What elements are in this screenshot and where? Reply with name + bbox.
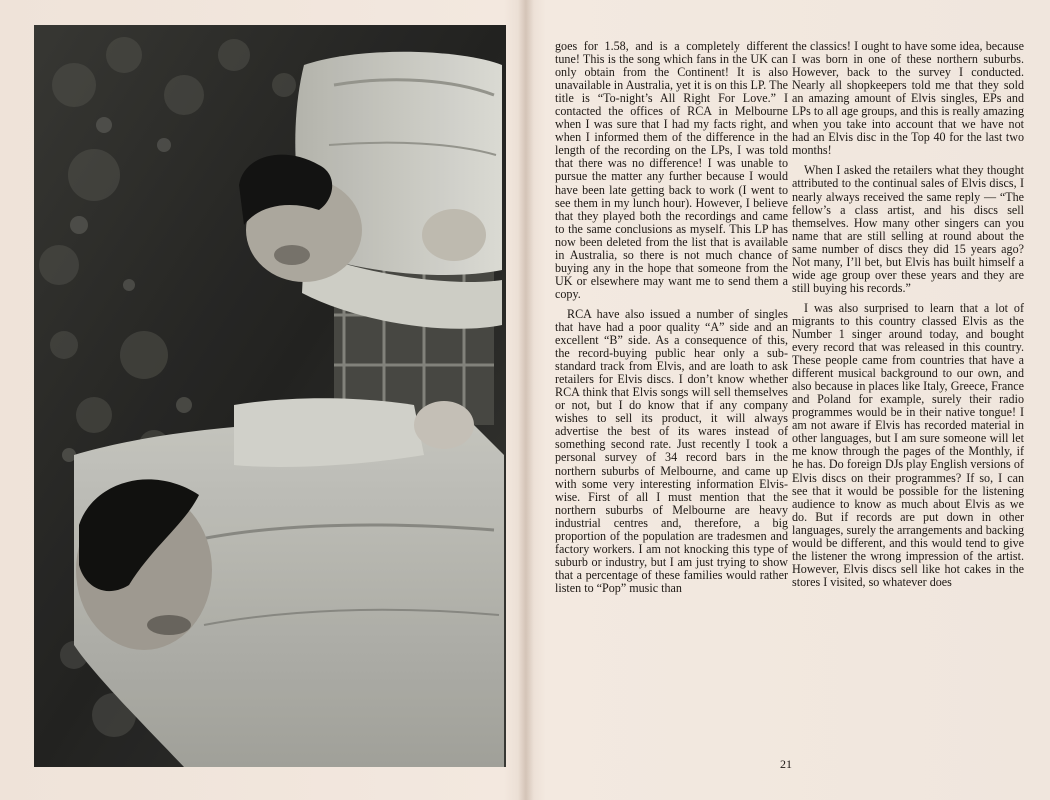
paragraph: the classics! I ought to have some idea, because I was born in one of these northern suburbs. However, back to the survey I conducted. Nearly all shopkeepers told me that they sold an amazing amount of Elvis singles, EPs and LPs to all age groups, and this is really amazing when you take into account that we have not had an Elvis disc in the Top 40 for the last two months! (792, 39, 1024, 158)
article (545, 40, 1045, 775)
paragraph: When I asked the retailers what they thought attributed to the continual sales of Elvis discs, I nearly always received the same reply — “The fellow’s a class artist, and his discs sell themselves. How many other singers can you name that are still selling at round about the same number of discs they did 15 years ago? Not many, I’ll bet, but Elvis has built himself a wide age group over these years and they are still buying his records.” (792, 163, 1024, 295)
article-column-right (792, 40, 1024, 589)
page-gutter (518, 0, 534, 800)
paragraph: I was also surprised to learn that a lot of migrants to this country classed Elvis as the Number 1 singer around today, and bought every record that was released in this country. These people came from countries that have a different musical background to our own, and also because in places like Italy, Greece, France and Poland for example, surely their radio programmes would be in their native tongue! I am not aware if Elvis has recorded material in other languages, but I am sure someone will let me know through the pages of the Monthly, if he has. Do foreign DJs play English versions of Elvis discs on their programmes? If so, I can see that it would be possible for the listening audience to know as much about Elvis as we do. But if records are put down in other languages, surely the arrangements and backing would be different, and this would tend to give the listener the wrong impression of the artist. However, Elvis discs sell like hot cakes in the stores I visited, so whatever does (792, 300, 1024, 589)
article-column-left (555, 40, 788, 595)
page-number: 21 (780, 757, 792, 771)
paragraph: RCA have also issued a number of singles that have had a poor quality “A” side and an excellent “B” side. As a consequence of this, the record-buying public hear only a sub-standard track from Elvis, and are loath to ask retailers for Elvis discs. I don’t know whether RCA think that Elvis songs will sell themselves or not, but I do know that if any company wishes to sell its product, it will always advertise the best of its wares instead of something second rate. Just recently I took a personal survey of 34 record bars in the northern suburbs of Melbourne, and came up with some very interesting information Elvis-wise. First of all I must mention that the northern suburbs of Melbourne are heavy industrial centres and, therefore, a big proportion of the population are tradesmen and factory workers. I am not knocking this type of suburb or industry, but I am just trying to show that a percentage of these families would rather listen to “Pop” music than (555, 306, 788, 595)
paragraph: goes for 1.58, and is a completely different tune! This is the song which fans in the UK can only obtain from the Continent! It is also unavailable in Australia, yet it is on this LP. The title is “To-night’s All Right For Love.” I contacted the offices of RCA in Melbourne when I was sure that I had my facts right, and when I informed them of the difference in the length of the recording on the LPs, I was told that there was no difference! I was unable to pursue the matter any further because I would have been late getting back to work (I went to see them in my lunch hour). However, I believe that they played both the recordings and came to the same conclusions as myself. This LP has now been deleted from the list that is available in Australia, so there is not much chance of buying any in the hope that someone from the UK or elsewhere may want me to send them a copy. (555, 39, 788, 301)
photograph-of-two-men-icon (34, 25, 506, 767)
photo (34, 25, 506, 767)
